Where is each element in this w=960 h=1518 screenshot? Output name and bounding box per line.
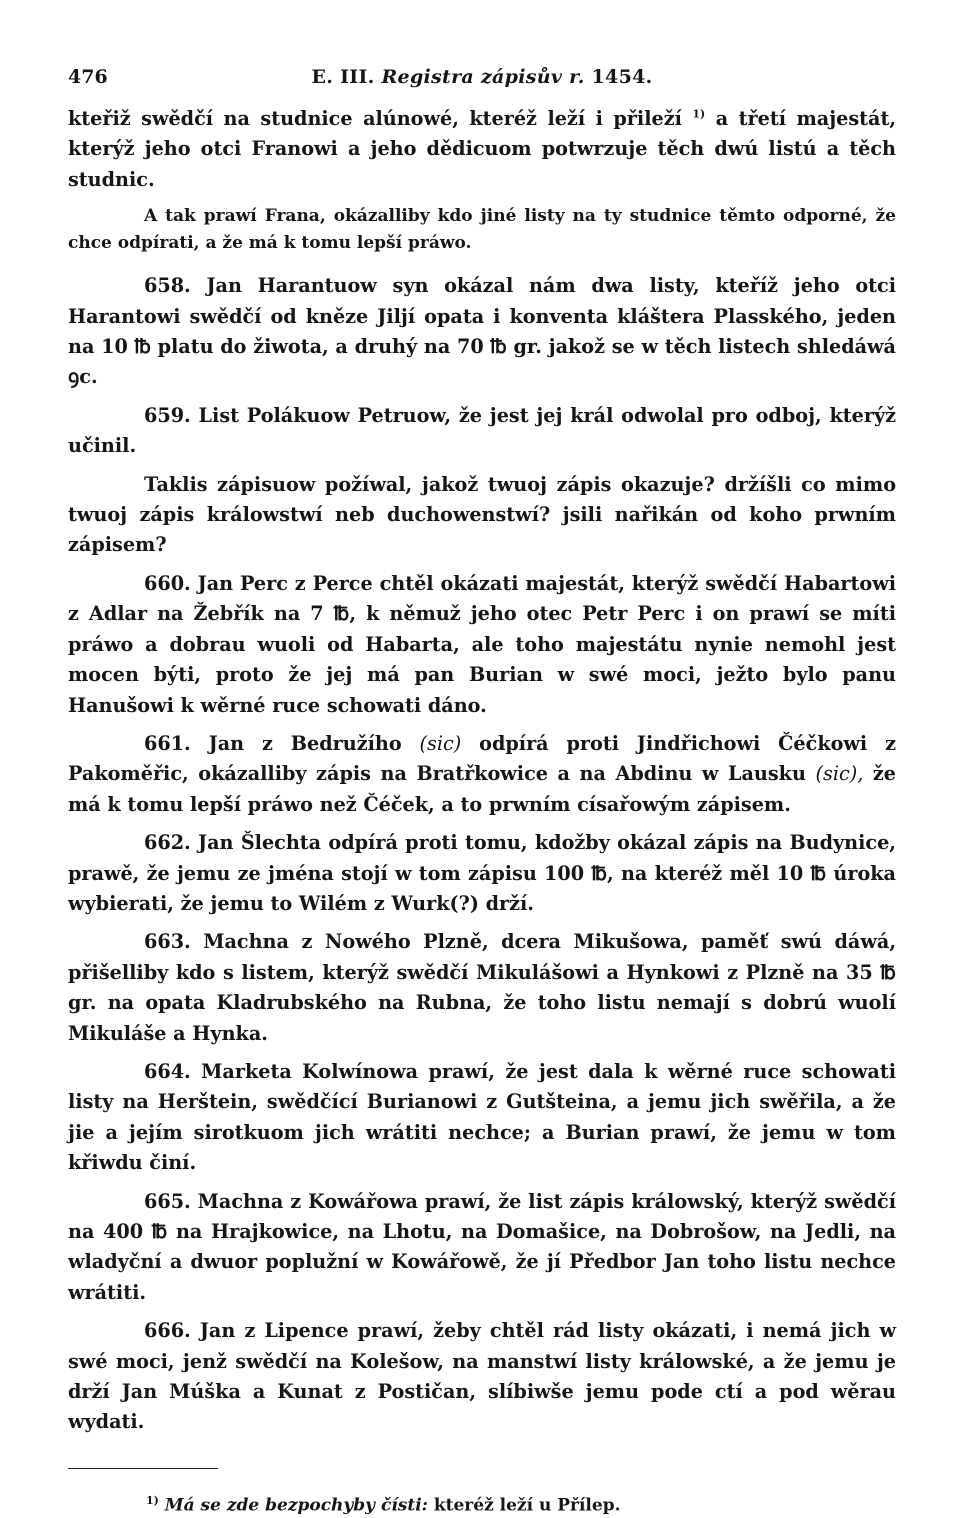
entry-number: 665.: [144, 1189, 191, 1213]
intro-paragraph: [68, 104, 896, 195]
sic-note: (sic),: [815, 762, 864, 786]
entry-text: List Polákuow Petruow, že jest jej král odwolal pro odboj, kterýž učinil.: [68, 403, 897, 458]
entry-text: Jan Harantuow syn okázal nám dwa listy, kteříž jeho otci Harantowi swědčí od kněze Jiljí opata i konventa kláštera Plasského, jeden na 10 ℔ platu do žiwota, a druhý na 70 ℔ gr. jakož se w těch listech shledáwá ꝯc.: [68, 274, 896, 389]
entry-text: Taklis zápisuow požíwal, jakož twuoj zápis okazuje? držíšli co mimo twuoj zápis králowstwí neb duchowenstwí? jsili nařikán od koho prwním zápisem?: [68, 472, 896, 557]
entry-text-a: Jan z Bedružího: [208, 731, 402, 755]
entry-number: 664.: [144, 1059, 191, 1083]
entry-text: Jan Šlechta odpírá proti tomu, kdožby okázal zápis na Budynice, prawě, že jemu ze jména stojí w tom zápisu 100 ℔, na kteréž měl 10 ℔ úroka wybierati, že jemu to Wilém z Wurk(?) drží.: [68, 831, 896, 915]
footnote-reference: 1): [692, 107, 706, 121]
entry-number: 663.: [144, 930, 191, 954]
entry-number: 658.: [144, 274, 191, 298]
footnote-italic: Má se zde bezpochyby čísti:: [164, 1495, 428, 1516]
entry-text: Marketa Kolwínowa prawí, že jest dala k wěrné ruce schowati listy na Herštein, swědčící Burianowi z Gutšteina, a jemu jich swěřila, a že jie a jejím sirotkuom jich wrátiti nechce; a Burian prawí, že jemu w tom křiwdu činí.: [68, 1059, 896, 1175]
entry-text: Jan z Lipence prawí, žeby chtěl rád listy okázati, i nemá jich w swé moci, jenž swědčí na Kolešow, na manstwí listy králowské, a že jemu je drží Jan Múška a Kunat z Postičan, slíbiwše jemu pode ctí a pod wěrau wydati.: [68, 1319, 896, 1434]
page-header: [68, 66, 896, 90]
entry-659-continuation: [68, 470, 896, 561]
entry-number: 666.: [144, 1319, 191, 1343]
entry-number: 661.: [144, 731, 191, 755]
entry-665: [68, 1187, 896, 1309]
entry-659: [68, 401, 896, 462]
intro-text-2: a třetí majestát, kterýž jeho otci Franowi a jeho dědicuom potwrzuje těch dwú listú a těch studnic.: [68, 107, 897, 191]
entry-number: 660.: [144, 571, 191, 595]
entry-660: [68, 569, 896, 721]
entry-text: Jan Perc z Perce chtěl okázati majestát, kterýž swědčí Habartowi z Adlar na Žebřík na 7 ℔, k němuž jeho otec Petr Perc i on prawí se míti práwo a dobrau wuoli od Habarta, ale toho majestátu nynie nemohl jest mocen býti, proto že jej má pan Burian w swé moci, ježto bylo panu Hanušowi k wěrné ruce schowati dáno.: [68, 571, 896, 717]
entry-666: [68, 1316, 896, 1438]
running-head-year: 1454.: [591, 66, 653, 88]
entry-661: [68, 729, 896, 820]
sic-note: (sic): [419, 731, 462, 755]
intro-text-1: kteřiž swědčí na studnice alúnowé, kteréž leží i přileží: [68, 107, 682, 130]
page-number: 476: [68, 66, 108, 88]
entry-663: [68, 927, 896, 1049]
running-head-title: Registra zápisův r.: [381, 66, 585, 88]
footnote-text: kteréž leží u Přílep.: [433, 1495, 621, 1516]
entry-number: 659.: [144, 403, 191, 427]
entry-text: Machna z Nowého Plzně, dcera Mikušowa, paměť swú dáwá, přišelliby kdo s listem, kterýž swědčí Mikulášowi a Hynkowi z Plzně na 35 ℔ gr. na opata Kladrubského na Rubna, že toho listu nemají s dobrú wuolí Mikuláše a Hynka.: [68, 930, 896, 1045]
running-head: [68, 66, 896, 88]
document-page: [68, 66, 896, 1518]
footnote-divider: [68, 1468, 218, 1469]
entry-text-c: že má k tomu lepší práwo než Čéček, a to prwním císařowým zápisem.: [68, 762, 896, 816]
entry-text: Machna z Kowářowa prawí, že list zápis králowský, kterýž swědčí na 400 ℔ na Hrajkowice, na Lhotu, na Domašice, na Dobrošow, na Jedli, na wladyční a dwuor poplužní w Kowářowě, že jí Předbor Jan toho listu nechce wrátiti.: [68, 1189, 897, 1304]
entry-text-b: odpírá proti Jindřichowi Čéčkowi z Pakoměřic, okázalliby zápis na Bratřkowice a na Abdinu w Lausku: [68, 731, 897, 786]
intro-small-paragraph: A tak prawí Frana, okázalliby kdo jiné listy na ty studnice těmto odporné, že chce odpírati, a že má k tomu lepší práwo.: [68, 206, 896, 254]
footnote-marker: 1): [146, 1493, 159, 1507]
footnote: [68, 1489, 896, 1518]
entry-number: 662.: [144, 831, 191, 855]
entry-658: [68, 271, 896, 393]
entry-664: [68, 1057, 896, 1179]
running-head-prefix: E. III.: [311, 66, 375, 88]
entry-662: [68, 828, 896, 919]
